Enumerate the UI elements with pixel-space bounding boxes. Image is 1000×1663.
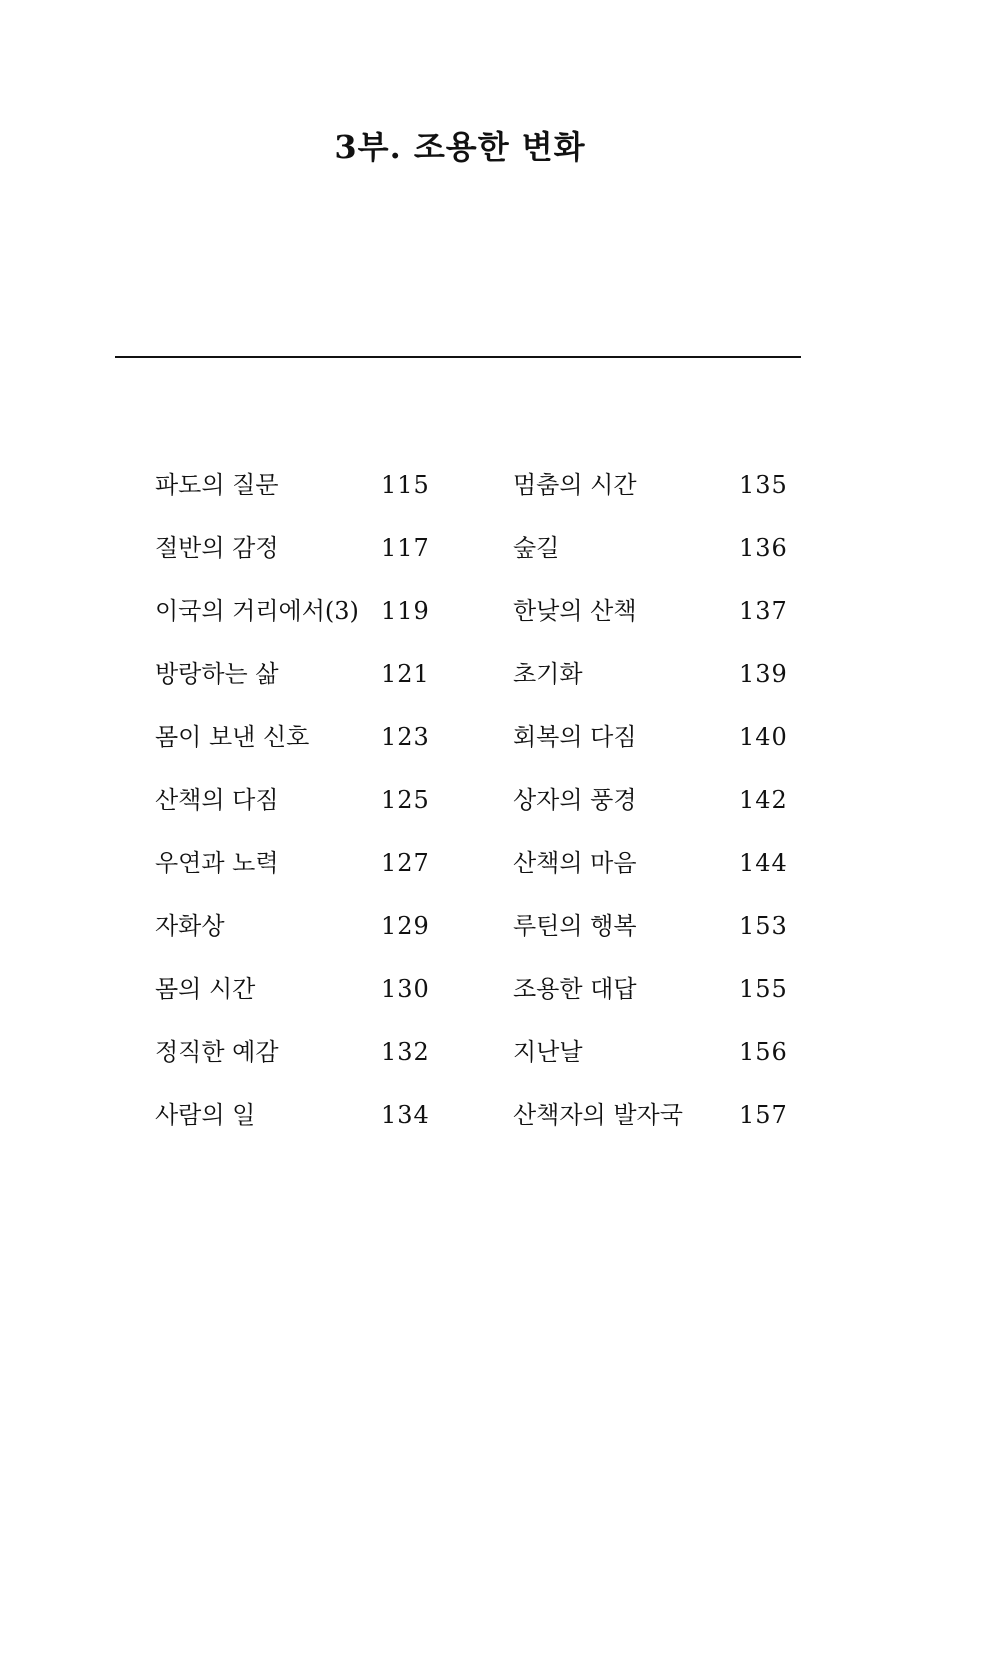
toc-entry-page: 132 [381, 1038, 430, 1066]
toc-entry-title: 정직한 예감 [155, 1038, 279, 1066]
toc-entry-page: 117 [381, 534, 430, 562]
toc-entry-title: 한낮의 산책 [513, 597, 637, 625]
toc-entry-title: 멈춤의 시간 [513, 471, 637, 499]
toc-column-right [513, 470, 813, 1163]
toc-entry[interactable] [513, 1037, 813, 1100]
divider-line [115, 356, 801, 358]
toc-entry-page: 129 [381, 912, 430, 940]
toc-entry[interactable] [513, 1100, 813, 1163]
toc-entry[interactable] [513, 785, 813, 848]
toc-entry-page: 119 [381, 597, 430, 625]
toc-entry[interactable] [155, 659, 455, 722]
toc-entry-title: 회복의 다짐 [513, 723, 637, 751]
toc-entry-page: 140 [739, 723, 788, 751]
toc-entry-page: 137 [739, 597, 788, 625]
toc-entry[interactable] [155, 1100, 455, 1163]
toc-entry-title: 초기화 [513, 660, 583, 688]
toc-entry[interactable] [513, 533, 813, 596]
toc-entry[interactable] [155, 848, 455, 911]
toc-entry-title: 루틴의 행복 [513, 912, 637, 940]
toc-entry[interactable] [155, 533, 455, 596]
toc-entry-title: 몸의 시간 [155, 975, 256, 1003]
toc-entry[interactable] [155, 1037, 455, 1100]
toc-entry-title: 산책의 마음 [513, 849, 637, 877]
toc-entry-title: 숲길 [513, 534, 560, 562]
toc-entry-page: 157 [739, 1101, 788, 1129]
toc-entry[interactable] [513, 722, 813, 785]
toc-entry-page: 142 [739, 786, 788, 814]
toc-entry[interactable] [155, 470, 455, 533]
toc-entry-page: 115 [381, 471, 430, 499]
toc-entry-page: 136 [739, 534, 788, 562]
toc-entry-title: 조용한 대답 [513, 975, 637, 1003]
toc-entry-page: 134 [381, 1101, 430, 1129]
toc-entry-page: 153 [739, 912, 788, 940]
toc-column-left [155, 470, 455, 1163]
toc-entry-page: 144 [739, 849, 788, 877]
part-title: 3부. 조용한 변화 [334, 128, 586, 166]
toc-entry-title: 우연과 노력 [155, 849, 279, 877]
toc-entry-page: 127 [381, 849, 430, 877]
toc-entry-page: 130 [381, 975, 430, 1003]
toc-entry-title: 산책자의 발자국 [513, 1101, 683, 1129]
toc-entry-page: 139 [739, 660, 788, 688]
toc-entry-title: 산책의 다짐 [155, 786, 279, 814]
toc-entry-page: 135 [739, 471, 788, 499]
toc-entry[interactable] [513, 659, 813, 722]
toc-entry-title: 지난날 [513, 1038, 583, 1066]
toc-entry[interactable] [513, 974, 813, 1037]
toc-entry-page: 121 [381, 660, 430, 688]
toc-entry[interactable] [155, 596, 455, 659]
toc-entry-title: 사람의 일 [155, 1101, 256, 1129]
toc-entry-title: 자화상 [155, 912, 225, 940]
toc-entry-title: 몸이 보낸 신호 [155, 723, 310, 751]
toc-entry[interactable] [513, 596, 813, 659]
toc-entry-page: 125 [381, 786, 430, 814]
toc-entry[interactable] [155, 974, 455, 1037]
toc-entry[interactable] [155, 911, 455, 974]
toc-entry-page: 156 [739, 1038, 788, 1066]
toc-entry-title: 파도의 질문 [155, 471, 279, 499]
toc-entry[interactable] [513, 911, 813, 974]
toc-entry-title: 절반의 감정 [155, 534, 279, 562]
toc-entry-title: 이국의 거리에서(3) [155, 597, 359, 625]
toc-entry-page: 155 [739, 975, 788, 1003]
toc-entry-page: 123 [381, 723, 430, 751]
toc-entry[interactable] [155, 785, 455, 848]
toc-entry-title: 방랑하는 삶 [155, 660, 279, 688]
toc-entry[interactable] [155, 722, 455, 785]
toc-entry[interactable] [513, 470, 813, 533]
toc-entry-title: 상자의 풍경 [513, 786, 637, 814]
toc-entry[interactable] [513, 848, 813, 911]
